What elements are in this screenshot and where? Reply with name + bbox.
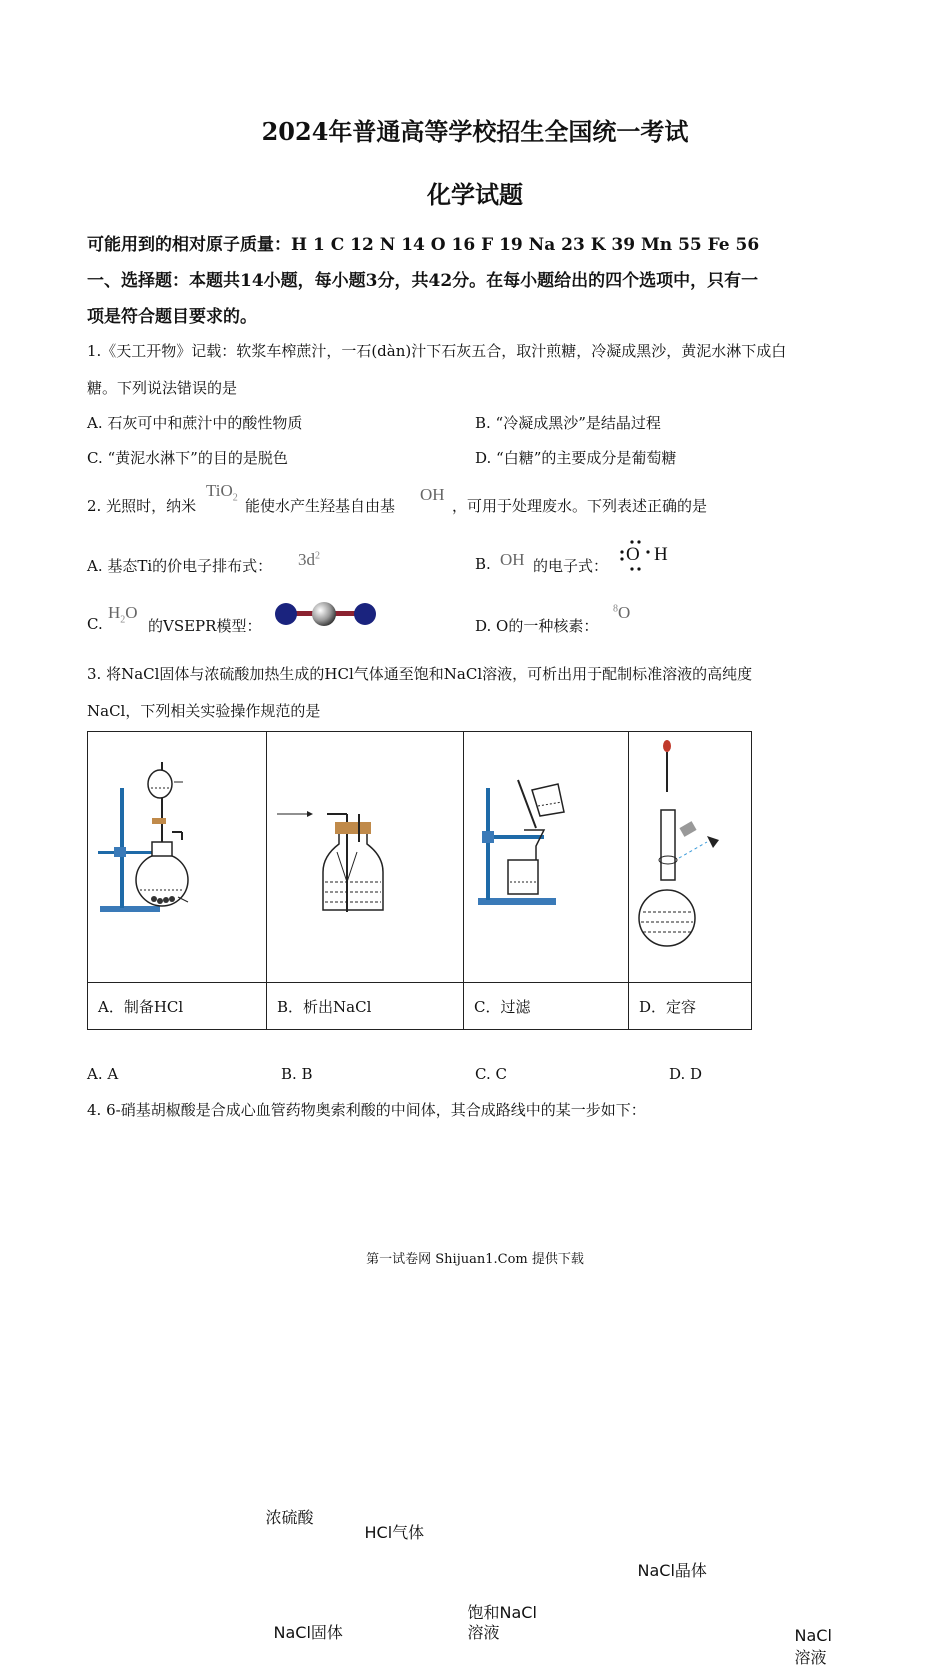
caption-a: A．制备HCl [88,983,267,1030]
section1-heading-line1: 一、选择题：本题共14小题，每小题3分，共42分。在每小题给出的四个选项中，只有一 [87,271,759,291]
dot-structure-h: H [654,544,668,565]
q1-stem-line1: 1.《天工开物》记载：软浆车榨蔗汁，一石(dàn)汁下石灰五合，取汁煎糖，冷凝成黑沙，黄泥水淋下成白 [87,342,787,360]
vsepr-linear-model [272,600,380,628]
gas-washing-bottle [267,732,463,978]
label-nacl-crystal: NaCl晶体 [637,1560,707,1580]
q1-option-c: C. “黄泥水淋下”的目的是脱色 [87,449,288,467]
q2-option-d-label: D. O的一种核素： [475,617,599,635]
q2-option-d-nuclide: $^8$O [613,603,631,622]
page-footer: 第一试卷网 Shijuan1.Com 提供下载 [366,1252,584,1267]
volumetric-flask-setup [629,732,751,978]
label-solution-b: 溶液 [467,1622,500,1642]
q4-stem-line1: 4. 6-硝基胡椒酸是合成心血管药物奥索利酸的中间体，其合成路线中的某一步如下： [87,1101,646,1119]
electron-dot-structure [618,538,678,572]
section1-heading-line2: 项是符合题目要求的。 [87,307,257,327]
label-saturated-nacl: 饱和NaCl [467,1602,537,1622]
q3-stem-line2: NaCl，下列相关实验操作规范的是 [87,702,321,720]
q2-oh-formula: OH [420,485,445,504]
label-conc-sulfuric-acid: 浓硫酸 [265,1507,314,1527]
label-nacl-solid: NaCl固体 [273,1622,343,1642]
caption-d: D．定容 [629,983,752,1030]
q2-option-a-label: A. 基态Ti的价电子排布式： [87,557,273,575]
q2-stem-suffix: ，可用于处理废水。下列表述正确的是 [452,497,708,515]
label-hcl-gas: HCl气体 [364,1522,425,1542]
dot-structure-o: O [626,544,640,565]
q1-option-a: A. 石灰可中和蔗汁中的酸性物质 [87,414,303,432]
atomic-masses: 可能用到的相对原子质量：H 1 C 12 N 14 O 16 F 19 Na 23 K 39 Mn 55 Fe 56 [87,235,760,255]
q2-option-c-text: 的VSEPR模型： [148,617,262,635]
q3-option-b: B. B [281,1065,313,1083]
caption-c: C．过滤 [464,983,629,1030]
label-nacl-d: NaCl [794,1625,832,1645]
q1-option-d: D. “白糖”的主要成分是葡萄糖 [475,449,677,467]
q3-option-d: D. D [669,1065,703,1083]
q2-tio2-formula: TiO$_2$ [206,481,238,504]
q2-option-c-h2o: $H_2O$ [108,603,138,626]
exam-title: 2024年普通高等学校招生全国统一考试 [261,117,689,146]
q3-option-c: C. C [475,1065,507,1083]
q1-stem-line2: 糖。下列说法错误的是 [87,379,238,397]
q2-option-b-label: B. [475,555,491,573]
q2-option-b-text: 的电子式： [533,557,609,575]
q2-option-c-label: C. [87,615,103,633]
paper-subtitle: 化学试题 [427,180,523,209]
q3-option-a: A. A [87,1065,119,1083]
filtration-apparatus [464,732,628,978]
hcl-generation-apparatus [88,732,266,978]
label-solution-d: 溶液 [794,1647,827,1667]
q2-stem-mid: 能使水产生羟基自由基 [245,497,396,515]
q3-stem-line1: 3. 将NaCl固体与浓硫酸加热生成的HCl气体通至饱和NaCl溶液，可析出用于配制标准溶液的高纯度 [87,665,753,683]
q1-option-b: B. “冷凝成黑沙”是结晶过程 [475,414,661,432]
q2-option-b-oh: OH [500,550,525,569]
caption-b: B．析出NaCl [267,983,464,1030]
q2-stem-prefix: 2. 光照时，纳米 [87,497,197,515]
q2-option-a-formula: $3d^2$ [298,550,320,569]
